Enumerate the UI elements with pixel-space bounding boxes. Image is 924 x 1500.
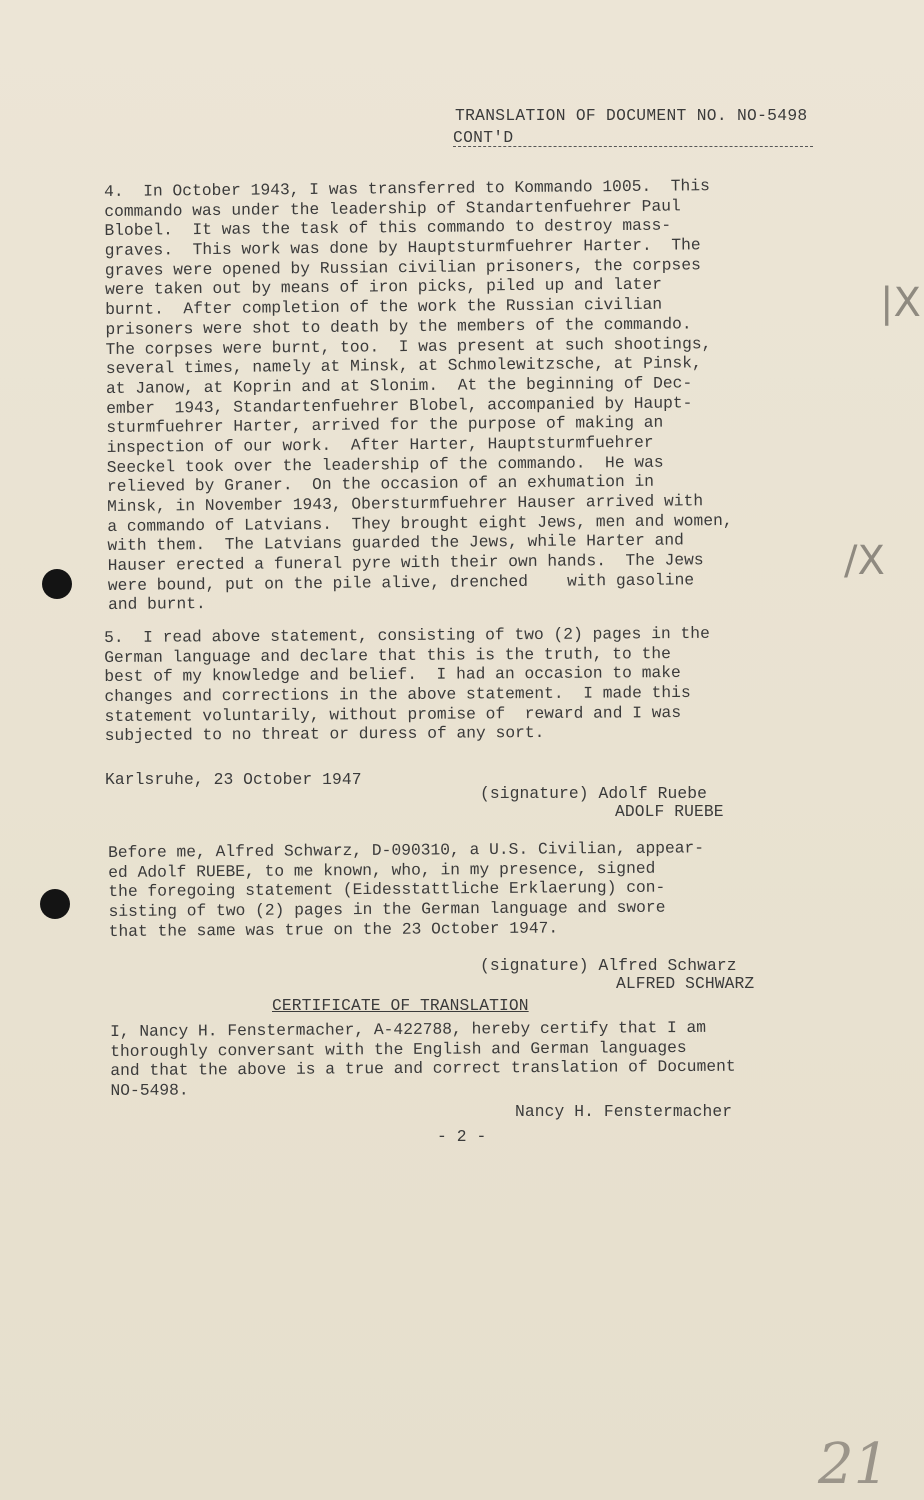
signature-schwarz: (signature) Alfred Schwarz bbox=[480, 956, 737, 975]
paragraph-5-line: subjected to no threat or duress of any sort. bbox=[104, 723, 545, 746]
paragraph-4-line: 4. In October 1943, I was transferred to Kommando 1005. This bbox=[104, 176, 710, 201]
paragraph-4-line: The corpses were burnt, too. I was present at such shootings, bbox=[105, 333, 712, 359]
place-date: Karlsruhe, 23 October 1947 bbox=[105, 770, 362, 789]
header-dashed-rule bbox=[453, 146, 813, 147]
paragraph-4-line: inspection of our work. After Harter, Hauptsturmfuehrer bbox=[106, 432, 654, 457]
continued-label: CONT'D bbox=[453, 128, 514, 147]
paragraph-4-line: Seeckel took over the leadership of the commando. He was bbox=[106, 452, 664, 477]
certificate-paragraph bbox=[110, 1017, 851, 1101]
oath-line: that the same was true on the 23 October 1947. bbox=[108, 918, 559, 941]
paragraph-4-line: graves. This work was done by Hauptsturmfuehrer Harter. The bbox=[104, 235, 701, 261]
paragraph-4-line: at Janow, at Koprin and at Slonim. At the beginning of Dec- bbox=[105, 373, 693, 398]
certificate-line: I, Nancy H. Fenstermacher, A-422788, hereby certify that I am bbox=[110, 1017, 707, 1041]
paragraph-4-line: were taken out by means of iron picks, piled up and later bbox=[104, 275, 663, 300]
certificate-line: and that the above is a true and correct translation of Document bbox=[110, 1057, 736, 1081]
page-number: - 2 - bbox=[437, 1127, 487, 1146]
paragraph-5-line: German language and declare that this is the truth, to the bbox=[104, 643, 671, 667]
paragraph-4-line: several times, namely at Minsk, at Schmolewitzsche, at Pinsk, bbox=[105, 353, 702, 379]
punch-hole-bottom bbox=[40, 889, 70, 919]
paragraph-5-line: changes and corrections in the above statement. I made this bbox=[104, 682, 691, 707]
margin-mark-upper: |X bbox=[880, 280, 921, 326]
oath-line: ed Adolf RUEBE, to me known, who, in my presence, signed bbox=[108, 858, 656, 882]
oath-line: the foregoing statement (Eidesstattliche Erklaerung) con- bbox=[108, 877, 666, 902]
margin-mark-lower: /X bbox=[844, 538, 885, 584]
paragraph-4-line: were bound, put on the pile alive, drenched with gasoline bbox=[107, 570, 695, 595]
paragraph-4-line: graves were opened by Russian civilian prisoners, the corpses bbox=[104, 255, 701, 280]
signature-ruebe-name: ADOLF RUEBE bbox=[615, 802, 724, 821]
paragraph-4-line: burnt. After completion of the work the Russian civilian bbox=[105, 294, 663, 320]
paragraph-5-line: best of my knowledge and belief. I had an occasion to make bbox=[104, 663, 681, 687]
handwritten-page-number: 21 bbox=[818, 1432, 890, 1497]
oath-line: sisting of two (2) pages in the German language and swore bbox=[108, 897, 666, 922]
paragraph-5 bbox=[104, 623, 845, 746]
paragraph-4-line: and burnt. bbox=[107, 594, 206, 615]
paragraph-5-line: statement voluntarily, without promise of reward and I was bbox=[104, 702, 682, 726]
oath-line: Before me, Alfred Schwarz, D-090310, a U.S. Civilian, appear- bbox=[108, 838, 705, 862]
signature-schwarz-name: ALFRED SCHWARZ bbox=[616, 974, 755, 993]
paragraph-4 bbox=[104, 175, 848, 615]
paragraph-5-line: 5. I read above statement, consisting of two (2) pages in the bbox=[104, 623, 710, 647]
translator-signature: Nancy H. Fenstermacher bbox=[515, 1102, 733, 1121]
signature-ruebe: (signature) Adolf Ruebe bbox=[480, 784, 708, 803]
certificate-line: NO-5498. bbox=[110, 1080, 189, 1101]
certificate-heading: CERTIFICATE OF TRANSLATION bbox=[272, 996, 529, 1015]
paragraph-4-line: relieved by Graner. On the occasion of an exhumation in bbox=[106, 472, 655, 497]
paragraph-4-line: Blobel. It was the task of this commando to destroy mass- bbox=[104, 215, 672, 241]
paragraph-4-line: sturmfuehrer Harter, arrived for the purpose of making an bbox=[106, 412, 664, 438]
oath-paragraph bbox=[108, 837, 849, 941]
document-title: TRANSLATION OF DOCUMENT NO. NO-5498 bbox=[455, 106, 808, 125]
paragraph-4-line: with them. The Latvians guarded the Jews, while Harter and bbox=[107, 530, 685, 556]
paragraph-4-line: commando was under the leadership of Standartenfuehrer Paul bbox=[104, 196, 681, 221]
punch-hole-top bbox=[42, 569, 72, 599]
certificate-line: thoroughly conversant with the English and German languages bbox=[110, 1037, 687, 1061]
paragraph-4-line: ember 1943, Standartenfuehrer Blobel, accompanied by Haupt- bbox=[106, 392, 693, 418]
paragraph-4-line: prisoners were shot to death by the members of the commando. bbox=[105, 314, 692, 339]
paragraph-4-line: a commando of Latvians. They brought eight Jews, men and women, bbox=[107, 510, 733, 536]
paragraph-4-line: Minsk, in November 1943, Obersturmfuehrer Hauser arrived with bbox=[107, 491, 704, 516]
paragraph-4-line: Hauser erected a funeral pyre with their own hands. The Jews bbox=[107, 550, 704, 576]
